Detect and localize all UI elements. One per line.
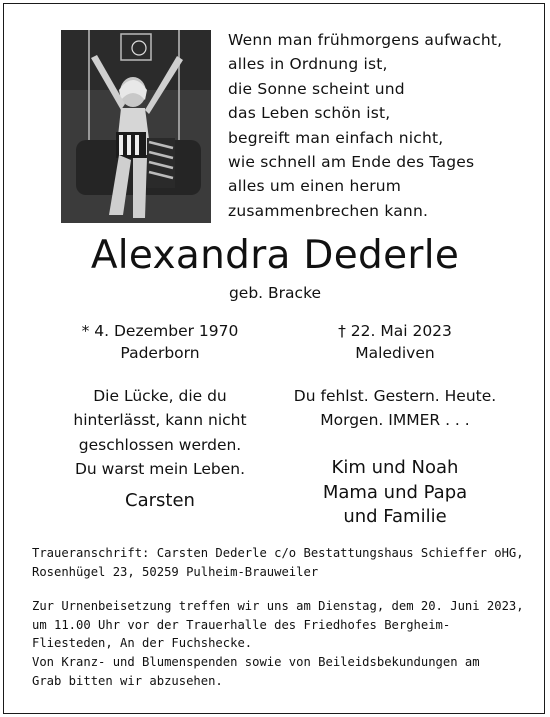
info-line: Zur Urnenbeisetzung treffen wir uns am Dienstag, dem 20. Juni 2023, <box>32 599 524 613</box>
poem-line: alles um einen herum <box>228 177 402 196</box>
info-line: um 11.00 Uhr vor der Trauerhalle des Friedhofes Bergheim- <box>32 617 451 632</box>
deceased-name: Alexandra Dederle <box>90 233 460 278</box>
info-line: Rosenhügel 23, 50259 Pulheim-Brauweiler <box>32 564 319 579</box>
quote-line: hinterlässt, kann nicht <box>73 411 247 430</box>
ceremony-notice <box>32 597 528 653</box>
signature-line: Kim und Noah <box>331 457 459 478</box>
info-line: Fliesteden, An der Fuchshecke. <box>32 636 253 651</box>
quote-line: Du fehlst. Gestern. Heute. <box>293 387 497 405</box>
quote-line: geschlossen werden. <box>78 435 242 454</box>
left-quote <box>40 384 280 482</box>
info-line: Traueranschrift: Carsten Dederle c/o Bestattungshaus Schieffer oHG, <box>32 546 524 560</box>
poem <box>228 28 538 223</box>
birth-place: Paderborn <box>120 344 200 362</box>
quote-line: Morgen. IMMER . . . <box>320 411 470 430</box>
poem-line: wie schnell am Ende des Tages <box>228 153 475 172</box>
right-quote <box>275 384 515 433</box>
signature-line: Mama und Papa <box>322 481 468 503</box>
birth-info <box>40 320 280 364</box>
death-info <box>275 320 515 364</box>
info-line: Grab bitten wir abzusehen. <box>32 673 223 688</box>
poem-line: begreift man einfach nicht, <box>228 128 444 147</box>
donation-request <box>32 653 528 690</box>
signature-line: und Familie <box>343 506 447 527</box>
quote-line: Du warst mein Leben. <box>74 460 246 479</box>
info-line: Von Kranz- und Blumenspenden sowie von Beileidsbekundungen am <box>32 655 480 669</box>
poem-line: die Sonne scheint und <box>228 79 405 98</box>
poem-line: zusammenbrechen kann. <box>228 201 429 220</box>
left-signature: Carsten <box>125 490 195 511</box>
poem-line: Wenn man frühmorgens aufwacht, <box>228 31 503 49</box>
right-signature <box>275 456 515 530</box>
death-place: Malediven <box>355 344 435 362</box>
death-date: † 22. Mai 2023 <box>338 322 452 340</box>
quote-line: Die Lücke, die du <box>93 387 227 405</box>
birth-name: geb. Bracke <box>228 284 322 302</box>
poem-line: alles in Ordnung ist, <box>228 55 388 74</box>
mourning-address <box>32 544 528 581</box>
poem-line: das Leben schön ist, <box>228 104 391 123</box>
portrait-photo <box>61 30 211 223</box>
birth-date: * 4. Dezember 1970 <box>81 322 239 340</box>
